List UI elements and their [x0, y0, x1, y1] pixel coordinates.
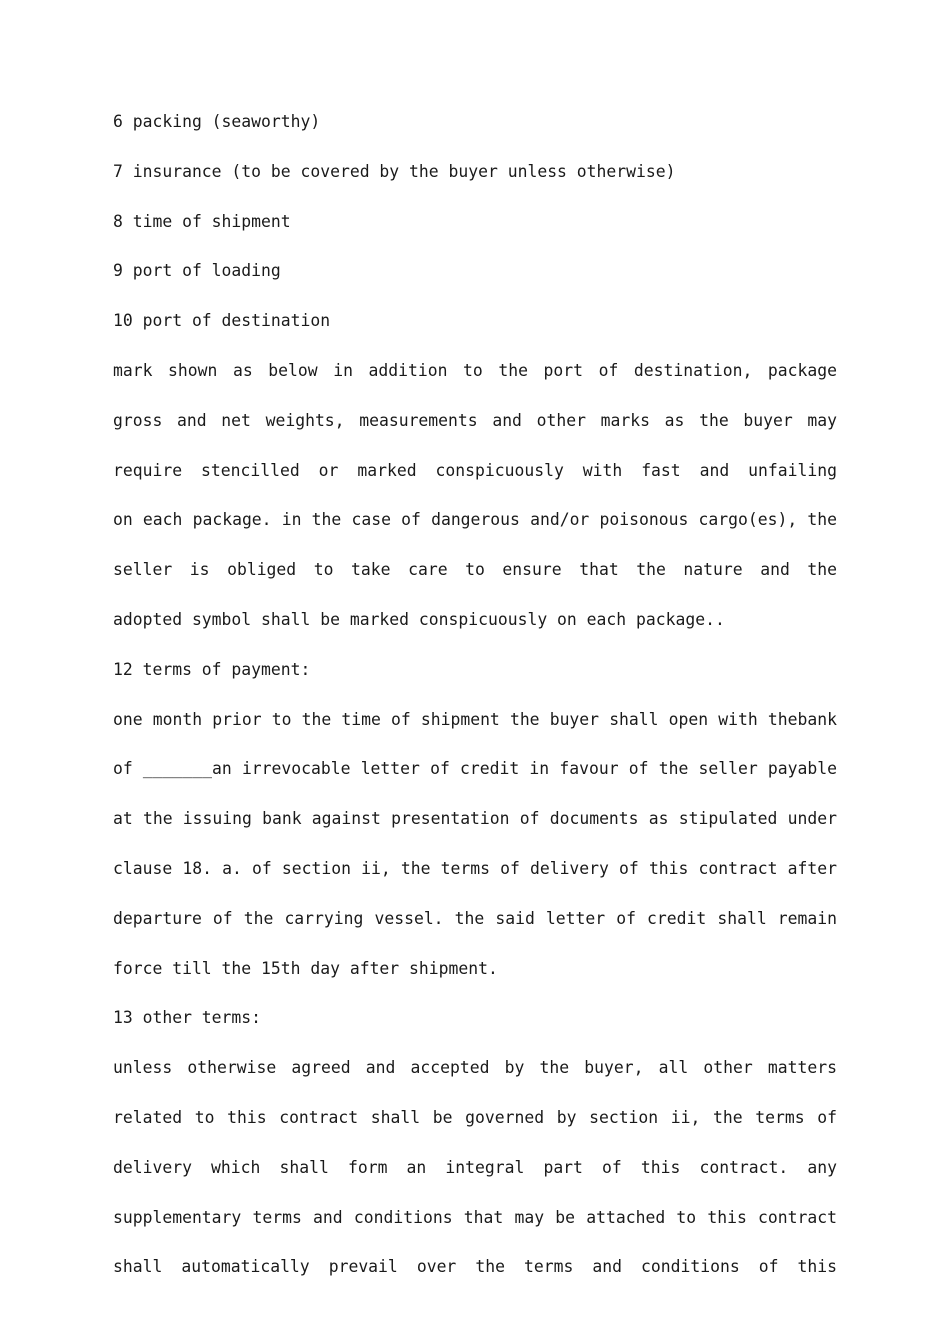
doc-line-3: 8 time of shipment [113, 211, 291, 231]
doc-line-13: one month prior to the time of shipment the buyer shall open with thebank [113, 709, 837, 729]
doc-line-11: adopted symbol shall be marked conspicuously on each package.. [113, 609, 725, 629]
doc-line-19: 13 other terms: [113, 1008, 262, 1028]
doc-line-1: 6 packing (seaworthy) [113, 112, 321, 131]
doc-line-9: on each package. in the case of dangerous and/or poisonous cargo(es), the [113, 510, 837, 530]
doc-line-12: 12 terms of payment: [113, 659, 311, 679]
doc-line-16: clause 18. a. of section ii, the terms of delivery of this contract after [113, 858, 837, 878]
doc-line-23: supplementary terms and conditions that may be attached to this contract [113, 1207, 837, 1227]
document-body [113, 97, 837, 1292]
doc-line-24: shall automatically prevail over the terms and conditions of this [113, 1257, 837, 1277]
doc-line-4: 9 port of loading [113, 261, 281, 281]
doc-line-15: at the issuing bank against presentation of documents as stipulated under [113, 809, 837, 829]
doc-line-18: force till the 15th day after shipment. [113, 958, 498, 978]
doc-line-10: seller is obliged to take care to ensure that the nature and the [113, 560, 837, 580]
doc-line-21: related to this contract shall be governed by section ii, the terms of [113, 1107, 837, 1127]
doc-line-20: unless otherwise agreed and accepted by the buyer, all other matters [113, 1058, 837, 1078]
doc-line-7: gross and net weights, measurements and other marks as the buyer may [113, 410, 837, 430]
doc-line-17: departure of the carrying vessel. the said letter of credit shall remain [113, 908, 837, 928]
doc-line-14: of _______an irrevocable letter of credit in favour of the seller payable [113, 759, 837, 779]
doc-line-8: require stencilled or marked conspicuously with fast and unfailing [113, 460, 837, 480]
doc-line-22: delivery which shall form an integral part of this contract. any [113, 1157, 837, 1177]
doc-line-5: 10 port of destination [113, 311, 331, 331]
doc-line-6: mark shown as below in addition to the port of destination, package [113, 360, 837, 380]
doc-line-2: 7 insurance (to be covered by the buyer unless otherwise) [113, 161, 676, 181]
